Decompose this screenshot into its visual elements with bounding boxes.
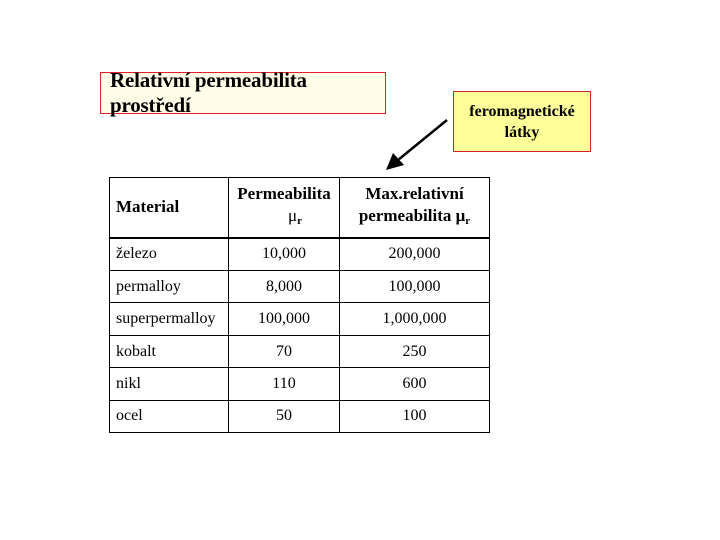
cell-max-permeability: 100,000	[340, 271, 490, 303]
table-row	[110, 400, 490, 432]
slide-title-text: Relativní permeabilita prostředí	[110, 68, 307, 117]
cell-material: nikl	[110, 368, 229, 400]
cell-permeability: 50	[229, 400, 340, 432]
cell-material: ocel	[110, 400, 229, 432]
table-row	[110, 238, 490, 271]
cell-permeability: 10,000	[229, 238, 340, 271]
cell-max-permeability: 100	[340, 400, 490, 432]
note-line-1: feromagnetické	[469, 102, 575, 120]
table-row	[110, 335, 490, 367]
cell-permeability: 110	[229, 368, 340, 400]
cell-material: permalloy	[110, 271, 229, 303]
cell-max-permeability: 1,000,000	[340, 303, 490, 335]
header-material: Material	[110, 178, 229, 238]
table-header-row	[110, 178, 490, 238]
table-row	[110, 303, 490, 335]
header-permeability: Permeabilita $\mu_r$	[229, 178, 340, 238]
cell-max-permeability: 600	[340, 368, 490, 400]
table-row	[110, 271, 490, 303]
cell-max-permeability: 200,000	[340, 238, 490, 271]
cell-permeability: 70	[229, 335, 340, 367]
note-line-2: látky	[504, 123, 540, 141]
cell-material: železo	[110, 238, 229, 271]
header-max-permeability: Max.relativní permeabilita $\mu_r$	[340, 178, 490, 238]
table-row	[110, 368, 490, 400]
cell-max-permeability: 250	[340, 335, 490, 367]
cell-material: kobalt	[110, 335, 229, 367]
cell-permeability: 8,000	[229, 271, 340, 303]
cell-permeability: 100,000	[229, 303, 340, 335]
cell-material: superpermalloy	[110, 303, 229, 335]
permeability-table	[109, 177, 490, 433]
